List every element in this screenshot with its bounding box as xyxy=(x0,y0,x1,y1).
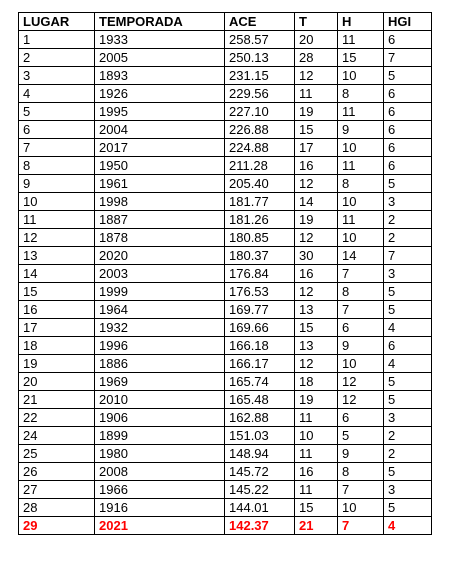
table-row xyxy=(19,373,432,391)
cell-lugar: 8 xyxy=(19,157,95,175)
cell-t: 19 xyxy=(295,103,338,121)
cell-temporada: 1950 xyxy=(95,157,225,175)
table-row xyxy=(19,67,432,85)
cell-ace: 176.53 xyxy=(225,283,295,301)
cell-lugar: 9 xyxy=(19,175,95,193)
header-lugar: LUGAR xyxy=(19,13,95,31)
cell-temporada: 1966 xyxy=(95,481,225,499)
cell-ace: 226.88 xyxy=(225,121,295,139)
cell-hgi: 3 xyxy=(384,481,432,499)
cell-temporada: 2017 xyxy=(95,139,225,157)
cell-t: 18 xyxy=(295,373,338,391)
cell-t: 12 xyxy=(295,283,338,301)
cell-temporada: 1995 xyxy=(95,103,225,121)
cell-hgi: 4 xyxy=(384,319,432,337)
cell-h: 7 xyxy=(338,265,384,283)
cell-h: 5 xyxy=(338,427,384,445)
cell-lugar: 4 xyxy=(19,85,95,103)
cell-t: 15 xyxy=(295,121,338,139)
cell-h: 11 xyxy=(338,211,384,229)
cell-hgi: 5 xyxy=(384,373,432,391)
cell-temporada: 1961 xyxy=(95,175,225,193)
cell-lugar: 19 xyxy=(19,355,95,373)
cell-ace: 142.37 xyxy=(225,517,295,535)
cell-temporada: 1998 xyxy=(95,193,225,211)
cell-ace: 165.74 xyxy=(225,373,295,391)
cell-temporada: 1899 xyxy=(95,427,225,445)
table-row xyxy=(19,445,432,463)
cell-hgi: 2 xyxy=(384,211,432,229)
table-row xyxy=(19,427,432,445)
cell-t: 28 xyxy=(295,49,338,67)
cell-lugar: 13 xyxy=(19,247,95,265)
cell-hgi: 5 xyxy=(384,283,432,301)
table-row xyxy=(19,517,432,535)
cell-hgi: 5 xyxy=(384,499,432,517)
header-hgi: HGI xyxy=(384,13,432,31)
cell-h: 10 xyxy=(338,355,384,373)
cell-temporada: 1932 xyxy=(95,319,225,337)
cell-temporada: 1926 xyxy=(95,85,225,103)
table-header-row xyxy=(19,13,432,31)
cell-hgi: 6 xyxy=(384,85,432,103)
header-temporada: TEMPORADA xyxy=(95,13,225,31)
cell-ace: 181.26 xyxy=(225,211,295,229)
cell-lugar: 17 xyxy=(19,319,95,337)
cell-t: 15 xyxy=(295,499,338,517)
cell-hgi: 6 xyxy=(384,337,432,355)
cell-t: 13 xyxy=(295,337,338,355)
cell-hgi: 6 xyxy=(384,31,432,49)
cell-hgi: 5 xyxy=(384,301,432,319)
cell-ace: 231.15 xyxy=(225,67,295,85)
cell-ace: 166.17 xyxy=(225,355,295,373)
cell-temporada: 2005 xyxy=(95,49,225,67)
cell-lugar: 11 xyxy=(19,211,95,229)
table-row xyxy=(19,337,432,355)
table-row xyxy=(19,319,432,337)
cell-ace: 144.01 xyxy=(225,499,295,517)
cell-h: 10 xyxy=(338,139,384,157)
cell-hgi: 7 xyxy=(384,49,432,67)
cell-lugar: 10 xyxy=(19,193,95,211)
cell-temporada: 1906 xyxy=(95,409,225,427)
cell-temporada: 1887 xyxy=(95,211,225,229)
cell-lugar: 1 xyxy=(19,31,95,49)
cell-t: 16 xyxy=(295,265,338,283)
cell-lugar: 2 xyxy=(19,49,95,67)
cell-h: 15 xyxy=(338,49,384,67)
cell-t: 17 xyxy=(295,139,338,157)
cell-hgi: 2 xyxy=(384,229,432,247)
cell-ace: 181.77 xyxy=(225,193,295,211)
cell-h: 9 xyxy=(338,445,384,463)
cell-ace: 258.57 xyxy=(225,31,295,49)
cell-h: 6 xyxy=(338,319,384,337)
cell-hgi: 6 xyxy=(384,103,432,121)
cell-h: 8 xyxy=(338,283,384,301)
cell-t: 11 xyxy=(295,445,338,463)
cell-t: 30 xyxy=(295,247,338,265)
table-row xyxy=(19,409,432,427)
cell-t: 12 xyxy=(295,229,338,247)
cell-temporada: 1886 xyxy=(95,355,225,373)
cell-lugar: 24 xyxy=(19,427,95,445)
cell-lugar: 7 xyxy=(19,139,95,157)
table-row xyxy=(19,211,432,229)
cell-temporada: 1878 xyxy=(95,229,225,247)
cell-t: 11 xyxy=(295,409,338,427)
cell-lugar: 27 xyxy=(19,481,95,499)
cell-ace: 224.88 xyxy=(225,139,295,157)
cell-lugar: 5 xyxy=(19,103,95,121)
ace-ranking-table xyxy=(18,12,432,535)
cell-ace: 145.22 xyxy=(225,481,295,499)
cell-t: 16 xyxy=(295,157,338,175)
cell-temporada: 1893 xyxy=(95,67,225,85)
cell-hgi: 5 xyxy=(384,391,432,409)
table-row xyxy=(19,85,432,103)
cell-hgi: 3 xyxy=(384,193,432,211)
header-t: T xyxy=(295,13,338,31)
cell-t: 19 xyxy=(295,391,338,409)
cell-ace: 205.40 xyxy=(225,175,295,193)
cell-temporada: 1964 xyxy=(95,301,225,319)
table-row xyxy=(19,121,432,139)
cell-t: 13 xyxy=(295,301,338,319)
cell-h: 10 xyxy=(338,67,384,85)
cell-h: 10 xyxy=(338,193,384,211)
cell-lugar: 28 xyxy=(19,499,95,517)
cell-h: 12 xyxy=(338,391,384,409)
cell-ace: 250.13 xyxy=(225,49,295,67)
cell-ace: 176.84 xyxy=(225,265,295,283)
cell-lugar: 6 xyxy=(19,121,95,139)
table-row xyxy=(19,247,432,265)
cell-h: 7 xyxy=(338,481,384,499)
cell-lugar: 20 xyxy=(19,373,95,391)
table-row xyxy=(19,481,432,499)
table-row xyxy=(19,175,432,193)
table-row xyxy=(19,139,432,157)
cell-temporada: 1999 xyxy=(95,283,225,301)
cell-temporada: 2010 xyxy=(95,391,225,409)
cell-ace: 151.03 xyxy=(225,427,295,445)
cell-t: 11 xyxy=(295,85,338,103)
cell-h: 8 xyxy=(338,463,384,481)
cell-lugar: 18 xyxy=(19,337,95,355)
table-row xyxy=(19,355,432,373)
cell-lugar: 15 xyxy=(19,283,95,301)
cell-hgi: 6 xyxy=(384,157,432,175)
table-row xyxy=(19,499,432,517)
cell-ace: 165.48 xyxy=(225,391,295,409)
cell-hgi: 5 xyxy=(384,67,432,85)
cell-temporada: 1916 xyxy=(95,499,225,517)
table-row xyxy=(19,301,432,319)
cell-ace: 180.85 xyxy=(225,229,295,247)
cell-temporada: 2008 xyxy=(95,463,225,481)
cell-h: 9 xyxy=(338,337,384,355)
cell-h: 10 xyxy=(338,229,384,247)
cell-ace: 169.66 xyxy=(225,319,295,337)
cell-hgi: 2 xyxy=(384,427,432,445)
cell-temporada: 2004 xyxy=(95,121,225,139)
cell-lugar: 22 xyxy=(19,409,95,427)
cell-hgi: 3 xyxy=(384,265,432,283)
cell-hgi: 5 xyxy=(384,463,432,481)
cell-hgi: 3 xyxy=(384,409,432,427)
cell-h: 6 xyxy=(338,409,384,427)
cell-lugar: 16 xyxy=(19,301,95,319)
cell-temporada: 1996 xyxy=(95,337,225,355)
table-row xyxy=(19,463,432,481)
cell-h: 12 xyxy=(338,373,384,391)
cell-lugar: 21 xyxy=(19,391,95,409)
cell-h: 9 xyxy=(338,121,384,139)
cell-h: 11 xyxy=(338,157,384,175)
cell-hgi: 4 xyxy=(384,355,432,373)
header-h: H xyxy=(338,13,384,31)
cell-ace: 148.94 xyxy=(225,445,295,463)
cell-lugar: 14 xyxy=(19,265,95,283)
cell-ace: 166.18 xyxy=(225,337,295,355)
cell-ace: 145.72 xyxy=(225,463,295,481)
cell-temporada: 2020 xyxy=(95,247,225,265)
cell-h: 8 xyxy=(338,85,384,103)
cell-lugar: 12 xyxy=(19,229,95,247)
cell-ace: 229.56 xyxy=(225,85,295,103)
cell-h: 10 xyxy=(338,499,384,517)
cell-hgi: 6 xyxy=(384,139,432,157)
cell-ace: 211.28 xyxy=(225,157,295,175)
cell-t: 14 xyxy=(295,193,338,211)
table-row xyxy=(19,283,432,301)
cell-lugar: 29 xyxy=(19,517,95,535)
cell-t: 11 xyxy=(295,481,338,499)
table-row xyxy=(19,391,432,409)
table-row xyxy=(19,193,432,211)
cell-h: 11 xyxy=(338,31,384,49)
cell-t: 12 xyxy=(295,67,338,85)
cell-t: 10 xyxy=(295,427,338,445)
cell-ace: 180.37 xyxy=(225,247,295,265)
cell-temporada: 1933 xyxy=(95,31,225,49)
cell-temporada: 1969 xyxy=(95,373,225,391)
cell-temporada: 1980 xyxy=(95,445,225,463)
cell-h: 7 xyxy=(338,517,384,535)
cell-ace: 162.88 xyxy=(225,409,295,427)
table-row xyxy=(19,157,432,175)
cell-hgi: 4 xyxy=(384,517,432,535)
cell-t: 19 xyxy=(295,211,338,229)
cell-temporada: 2021 xyxy=(95,517,225,535)
cell-t: 16 xyxy=(295,463,338,481)
cell-t: 15 xyxy=(295,319,338,337)
cell-h: 8 xyxy=(338,175,384,193)
cell-t: 12 xyxy=(295,355,338,373)
cell-ace: 227.10 xyxy=(225,103,295,121)
cell-lugar: 3 xyxy=(19,67,95,85)
cell-hgi: 5 xyxy=(384,175,432,193)
cell-lugar: 26 xyxy=(19,463,95,481)
cell-t: 21 xyxy=(295,517,338,535)
cell-hgi: 7 xyxy=(384,247,432,265)
cell-h: 11 xyxy=(338,103,384,121)
cell-h: 14 xyxy=(338,247,384,265)
cell-temporada: 2003 xyxy=(95,265,225,283)
cell-lugar: 25 xyxy=(19,445,95,463)
cell-t: 12 xyxy=(295,175,338,193)
table-row xyxy=(19,229,432,247)
table-body xyxy=(19,31,432,535)
cell-t: 20 xyxy=(295,31,338,49)
header-ace: ACE xyxy=(225,13,295,31)
table-row xyxy=(19,31,432,49)
cell-ace: 169.77 xyxy=(225,301,295,319)
table-row xyxy=(19,49,432,67)
cell-h: 7 xyxy=(338,301,384,319)
cell-hgi: 2 xyxy=(384,445,432,463)
cell-hgi: 6 xyxy=(384,121,432,139)
table-row xyxy=(19,265,432,283)
table-row xyxy=(19,103,432,121)
